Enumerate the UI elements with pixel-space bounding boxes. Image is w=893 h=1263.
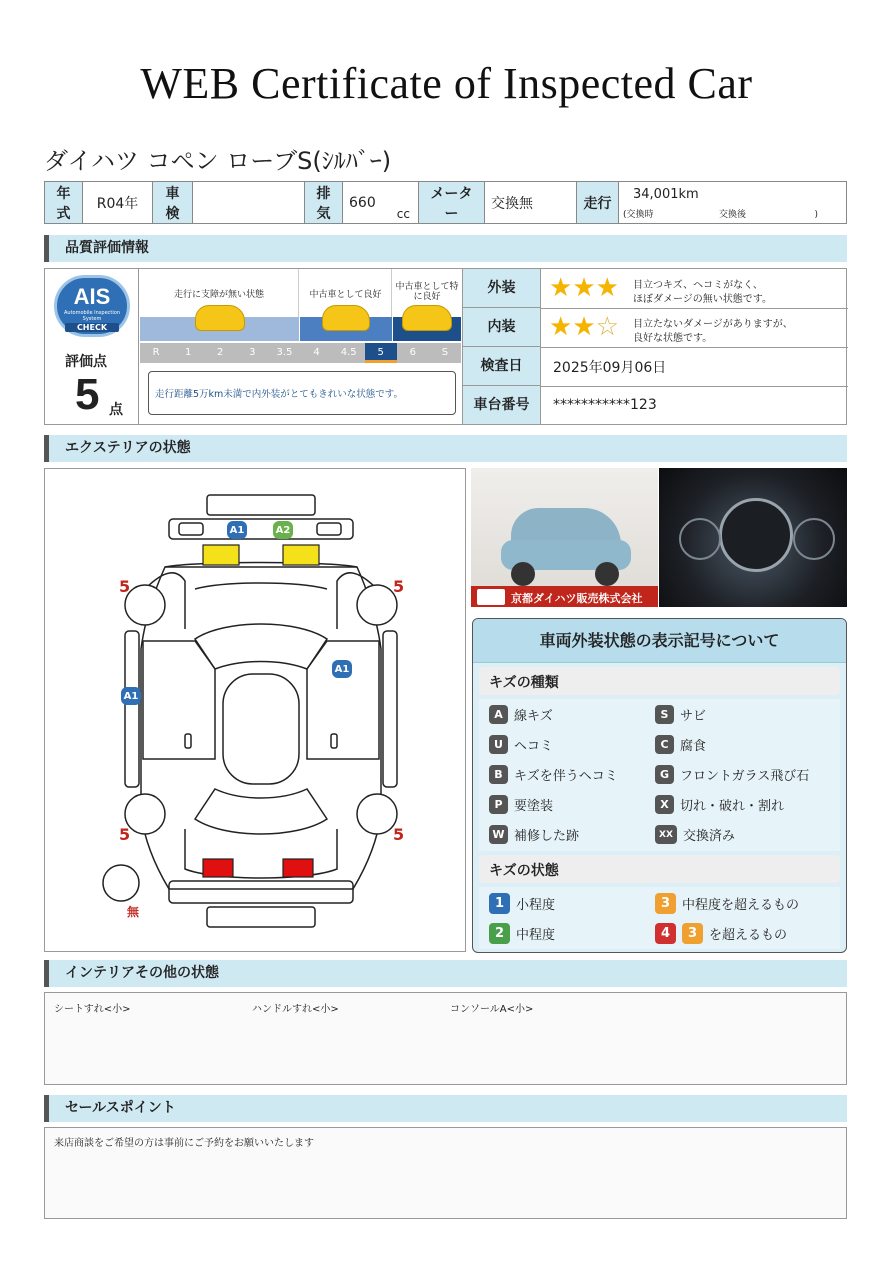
shaken-value	[193, 182, 305, 224]
damage-mark: A2	[273, 521, 293, 539]
inspection-date-label: 検査日	[463, 347, 541, 386]
legend-kind-item	[489, 705, 553, 724]
star-icon: ★	[549, 312, 573, 342]
chassis-label: 車台番号	[463, 386, 541, 424]
kind-code: U	[489, 735, 508, 754]
ais-logo-text: AIS	[73, 284, 111, 309]
section-quality: 品質評価情報	[44, 235, 847, 262]
kind-label: 補修した跡	[514, 829, 580, 844]
star-icon: ★	[572, 312, 596, 342]
right-taillight	[283, 859, 313, 877]
exterior-stars	[549, 275, 619, 301]
displacement-value: 660	[349, 194, 376, 211]
legend-kind-item	[655, 765, 809, 784]
divider	[541, 308, 848, 309]
mileage-note-close: )	[814, 210, 818, 220]
tire-score-fl: 5	[119, 577, 131, 596]
scale-step: 4.5	[340, 347, 357, 358]
spare-tire-label: 無	[127, 905, 140, 919]
scale-steps	[140, 343, 461, 363]
mileage-cell	[619, 182, 847, 224]
chassis-value: ***********123	[553, 397, 657, 413]
exterior-text-2: ほぼダメージの無い状態です。	[633, 294, 772, 305]
mileage-value: 34,001km	[633, 187, 699, 202]
right-headlight	[283, 545, 319, 565]
scale-step: 2	[217, 347, 224, 358]
section-sales: セールスポイント	[44, 1095, 847, 1122]
kind-code: P	[489, 795, 508, 814]
legend-state-item	[489, 893, 555, 914]
shaken-label: 車検	[153, 182, 193, 224]
legend-kind-item	[489, 795, 553, 814]
meter-value: 交換無	[485, 182, 577, 224]
tire-score-rl: 5	[119, 825, 131, 844]
star-icon: ★	[549, 273, 573, 303]
kind-label: 交換済み	[683, 829, 736, 844]
kind-label: 切れ・破れ・割れ	[680, 799, 785, 814]
legend-kind-item	[489, 735, 553, 754]
displacement-label: 排気	[305, 182, 343, 224]
year-value: R04年	[83, 182, 153, 224]
state-code: 4	[655, 923, 676, 944]
scale-step: 3.5	[276, 347, 293, 358]
legend-title: 車両外装状態の表示記号について	[473, 619, 846, 663]
kind-code: W	[489, 825, 508, 844]
kind-label: 線キズ	[514, 709, 553, 724]
legend-kind-item	[489, 765, 618, 784]
section-interior: インテリアその他の状態	[44, 960, 847, 987]
spec-table	[44, 181, 847, 224]
kind-label: 腐食	[680, 739, 707, 754]
left-taillight	[203, 859, 233, 877]
dealer-banner: 京都ダイハツ販売株式会社	[471, 586, 658, 607]
dealer-logo-icon	[477, 589, 505, 605]
ais-score-area	[45, 269, 139, 424]
state-code: 2	[489, 923, 510, 944]
state-label: 中程度	[516, 928, 556, 943]
exterior-label: 外装	[463, 269, 541, 308]
star-icon: ★	[572, 273, 596, 303]
kind-code: G	[655, 765, 674, 784]
score-value: 5	[75, 370, 100, 419]
speedometer-icon	[719, 498, 793, 572]
legend-kind-item	[655, 795, 784, 814]
legend-kinds-list	[479, 699, 840, 851]
mileage-note-before: (交換時	[623, 210, 654, 220]
ratings-panel	[462, 269, 847, 424]
kind-label: キズを伴うヘコミ	[514, 769, 618, 784]
state-label: 小程度	[516, 898, 556, 913]
year-label: 年式	[45, 182, 83, 224]
car-icon	[322, 305, 370, 331]
legend-states-list	[479, 887, 840, 949]
kind-label: 要塗装	[514, 799, 554, 814]
legend-kinds-title: キズの種類	[479, 667, 840, 695]
state-label: 中程度を超えるもの	[682, 898, 800, 913]
car-diagram-svg	[45, 469, 465, 951]
scale-step: S	[441, 347, 449, 358]
kind-label: フロントガラス飛び石	[680, 769, 810, 784]
damage-mark: A1	[227, 521, 247, 539]
sales-panel	[44, 1127, 847, 1219]
kind-label: サビ	[680, 709, 707, 724]
interior-text-2: 良好な状態です。	[633, 333, 713, 344]
ais-logo-check: CHECK	[65, 323, 119, 332]
interior-label: 内装	[463, 308, 541, 347]
score-label: 評価点	[65, 354, 107, 370]
star-icon: ★	[595, 273, 619, 303]
state-code: 1	[489, 893, 510, 914]
interior-item: ハンドルすれ<小>	[252, 1004, 339, 1015]
scale-header-2: 中古車として良好	[300, 269, 392, 317]
quality-panel	[44, 268, 847, 425]
exterior-diagram	[44, 468, 466, 952]
meter-photo	[659, 468, 847, 607]
interior-text-1: 目立たないダメージがありますが、	[633, 319, 793, 330]
meter-label: メーター	[419, 182, 485, 224]
half-star-icon: ☆	[595, 312, 619, 342]
gauge-icon	[793, 518, 835, 560]
ais-logo-sub: Automobile Inspection System	[64, 310, 120, 322]
gauge-icon	[679, 518, 721, 560]
legend-state-item	[655, 923, 787, 944]
legend-state-item	[489, 923, 555, 944]
kind-code: C	[655, 735, 674, 754]
section-exterior: エクステリアの状態	[44, 435, 847, 462]
legend-panel	[472, 618, 847, 953]
car-wheel	[511, 562, 535, 586]
legend-state-item	[655, 893, 799, 914]
legend-kind-item	[655, 735, 706, 754]
state-code-2: 3	[682, 923, 703, 944]
inspection-date-value: 2025年09月06日	[553, 360, 667, 376]
car-icon	[195, 305, 245, 331]
damage-mark: A1	[121, 687, 141, 705]
left-headlight	[203, 545, 239, 565]
state-code: 3	[655, 893, 676, 914]
tire-score-rr: 5	[393, 825, 405, 844]
scale-header-1: 走行に支障が無い状態	[140, 269, 299, 317]
scale-step: 4	[313, 347, 320, 358]
car-name: ダイハツ コペン ローブS(ｼﾙﾊﾞｰ)	[44, 147, 392, 175]
scale-step: 5	[365, 343, 397, 363]
scale-step: 1	[184, 347, 192, 358]
legend-states-title: キズの状態	[479, 855, 840, 883]
tire-score-fr: 5	[393, 577, 405, 596]
interior-stars	[549, 314, 619, 340]
car-icon	[402, 305, 452, 331]
scale-step: 6	[409, 347, 417, 358]
interior-panel	[44, 992, 847, 1085]
interior-item: コンソールA<小>	[450, 1004, 534, 1015]
scale-header-3: 中古車として特に良好	[395, 282, 459, 302]
page-title: WEB Certificate of Inspected Car	[140, 59, 753, 108]
interior-item: シートすれ<小>	[54, 1004, 131, 1015]
scale-step: 3	[249, 347, 256, 358]
scale-step: R	[152, 347, 160, 358]
exterior-text-1: 目立つキズ、ヘコミがなく、	[633, 280, 763, 291]
kind-label: ヘコミ	[514, 739, 554, 754]
divider	[541, 347, 848, 348]
car-photo-front	[471, 468, 658, 607]
kind-code: B	[489, 765, 508, 784]
kind-code: A	[489, 705, 508, 724]
grade-comment: 走行距離5万km未満で内外装がとてもきれいな状態です。	[148, 371, 456, 415]
kind-code: X	[655, 795, 674, 814]
legend-kind-item	[489, 825, 579, 844]
ais-logo	[54, 275, 130, 337]
state-label: を超えるもの	[709, 928, 788, 943]
damage-mark: A1	[332, 660, 352, 678]
mileage-label: 走行	[577, 182, 619, 224]
kind-code: S	[655, 705, 674, 724]
score-unit: 点	[109, 402, 123, 418]
grade-scale	[140, 269, 462, 424]
legend-kind-item	[655, 705, 706, 724]
legend-kind-item	[655, 825, 735, 844]
displacement-cell	[343, 182, 419, 224]
sales-text: 来店商談をご希望の方は事前にご予約をお願いいたします	[54, 1138, 314, 1149]
car-wheel	[595, 562, 619, 586]
displacement-unit: cc	[396, 207, 410, 221]
divider	[541, 386, 848, 387]
kind-code: XX	[655, 825, 677, 844]
mileage-note-after: 交換後	[719, 210, 747, 220]
